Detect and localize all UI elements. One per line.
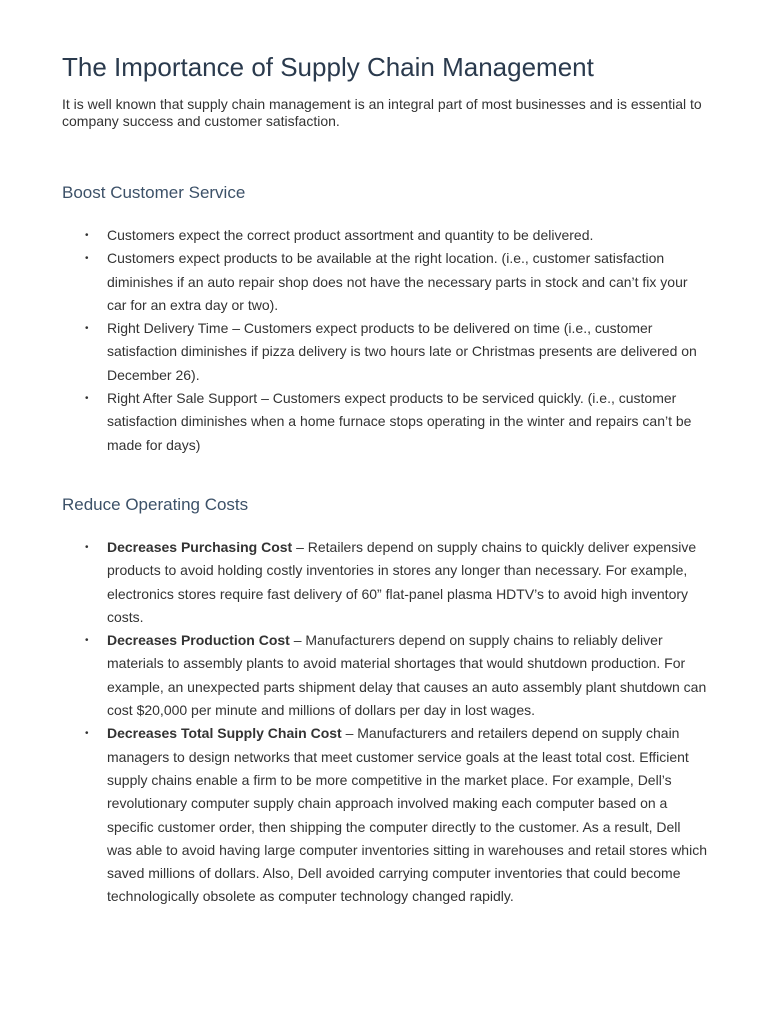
list-item — [0, 317, 709, 387]
list-item-text: Right Delivery Time – Customers expect products to be delivered on time (i.e., customer satisfaction diminishes if pizza delivery is two hours late or Christmas presents are delivered on December 26). — [107, 320, 697, 383]
customer-service-list — [0, 224, 768, 457]
bullet-icon: • — [85, 542, 89, 553]
list-item — [0, 247, 709, 317]
bullet-icon: • — [85, 635, 89, 647]
bullet-icon: • — [85, 728, 89, 740]
intro-paragraph: It is well known that supply chain management is an integral part of most businesses and is essential to company success and customer satisfaction. — [62, 96, 702, 129]
list-item-bold-lead: Decreases Production Cost — [107, 632, 290, 649]
list-item-text: – Manufacturers depend on supply chains to reliably deliver materials to assembly plants to avoid material shortages that would shutdown production. For example, an unexpected parts shipment delay that causes an auto assembly plant shutdown can cost $20,000 per minute and millions of dollars per day in lost wages. — [107, 632, 707, 719]
page-title: The Importance of Supply Chain Management — [62, 52, 594, 82]
list-item-bold-lead: Decreases Total Supply Chain Cost — [107, 725, 342, 742]
list-item — [0, 722, 709, 908]
list-item-text: – Retailers depend on supply chains to quickly deliver expensive products to avoid holding costly inventories in stores any longer than necessary. For example, electronics stores require fast delivery of 60” flat-panel plasma HDTV’s to avoid high inventory costs. — [107, 539, 697, 625]
bullet-icon: • — [85, 253, 89, 265]
bullet-icon: • — [85, 230, 89, 241]
list-item — [0, 224, 709, 247]
bullet-icon: • — [85, 393, 89, 405]
list-item-bold-lead: Decreases Purchasing Cost — [107, 539, 293, 555]
section-heading-boost-customer-service: Boost Customer Service — [62, 183, 246, 202]
operating-costs-list — [0, 536, 768, 909]
list-item — [0, 387, 709, 457]
list-item-text: Customers expect the correct product assortment and quantity to be delivered. — [107, 227, 594, 243]
list-item — [0, 536, 709, 629]
bullet-icon: • — [85, 323, 89, 335]
list-item-text: Customers expect products to be available at the right location. (i.e., customer satisfaction diminishes if an auto repair shop does not have the necessary parts in stock and can’t fix your car for an extra day or two). — [107, 250, 688, 313]
section-heading-reduce-operating-costs: Reduce Operating Costs — [62, 495, 249, 514]
list-item-text: Right After Sale Support – Customers expect products to be serviced quickly. (i.e., customer satisfaction diminishes when a home furnace stops operating in the winter and repairs can’t be made for days) — [107, 390, 692, 453]
list-item-text: – Manufacturers and retailers depend on supply chain managers to design networks that meet customer service goals at the least total cost. Efficient supply chains enable a firm to be more competitive in the market place. For example, Dell’s revolutionary computer supply chain approach involved making each computer based on a specific customer order, then shipping the computer directly to the customer. As a result, Dell was able to avoid having large computer inventories sitting in warehouses and retail stores which saved millions of dollars. Also, Dell avoided carrying computer inventories that could become technologically obsolete as computer technology changed rapidly. — [107, 725, 707, 905]
list-item — [0, 629, 709, 722]
